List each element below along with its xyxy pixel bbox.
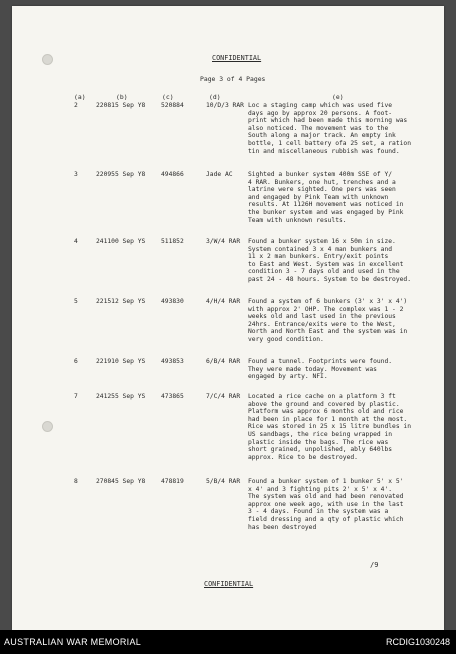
- entry-datetime: 220815 Sep Y8: [96, 102, 146, 109]
- entry-unit: Jade AC: [206, 171, 233, 178]
- entry-datetime: 221512 Sep YS: [96, 298, 146, 305]
- entry-number: 8: [74, 478, 78, 485]
- classification-header: CONFIDENTIAL: [212, 54, 262, 62]
- entry-description-line: Found a system of 6 bunkers (3' x 3' x 4'): [248, 298, 408, 305]
- entry-grid-ref: 493830: [161, 298, 184, 305]
- entry-description-line: South along a major track. An empty ink: [248, 132, 396, 140]
- entry-unit: 6/B/4 RAR: [206, 358, 241, 365]
- entry-description-line: Platform was approx 6 months old and rice: [248, 408, 404, 416]
- entry-description-line: They were made today. Movement was: [248, 365, 377, 373]
- classification-footer: CONFIDENTIAL: [204, 580, 254, 588]
- column-header-b: (b): [116, 93, 128, 101]
- entry-description-line: US sandbags, the rice being wrapped in: [248, 431, 393, 438]
- entry-description-line: the bunker system and was engaged by Pink: [248, 209, 404, 216]
- entry-description-line: plastic inside the bags. The rice was: [248, 438, 389, 446]
- entry-description-line: also noticed. The movement was to the: [248, 124, 389, 132]
- entry-description-line: bottle, 1 cell battery ofa 25 set, a ration: [248, 140, 412, 147]
- entry-description-line: Team with unknown results.: [248, 216, 347, 224]
- entry-number: 7: [74, 393, 78, 400]
- entry-number: 2: [74, 102, 78, 109]
- entry-description-line: had been in place for 1 month at the most.: [248, 415, 408, 423]
- entry-description-line: to East and West. System was in excellent: [248, 260, 404, 268]
- entry-description-line: with approx 2' OHP. The complex was 1 - 2: [248, 305, 404, 313]
- entry-description-line: past 24 - 48 hours. System to be destroyed.: [248, 276, 412, 283]
- entry-description-line: results. At 1126H movement was noticed in: [248, 201, 404, 209]
- archive-footer-bar: [0, 630, 456, 654]
- entry-description-line: 11 x 2 man bunkers. Entry/exit points: [248, 253, 389, 261]
- entry-description-line: Loc a staging camp which was used five: [248, 102, 393, 109]
- entry-description-line: North and North East and the system was in: [248, 328, 408, 336]
- entry-description-line: Found a tunnel. Footprints were found.: [248, 358, 393, 365]
- entry-description-line: approx one week ago, with use in the last: [248, 500, 404, 508]
- entry-number: 5: [74, 298, 78, 305]
- entry-description-line: The system was old and had been renovated: [248, 493, 404, 501]
- entry-description-line: x 4' and 3 fighting pits 2' x 5' x 4'.: [248, 485, 393, 493]
- entry-description-line: weeks old and last used in the previous: [248, 313, 396, 321]
- entry-datetime: 220955 Sep Y8: [96, 171, 146, 178]
- entry-datetime: 241100 Sep YS: [96, 238, 146, 245]
- entry-unit: 7/C/4 RAR: [206, 393, 241, 400]
- entry-description-line: condition 3 - 7 days old and used in the: [248, 268, 400, 276]
- entry-description-line: days ago by approx 20 persons. A foot-: [248, 109, 393, 117]
- column-header-e: (e): [332, 93, 344, 101]
- entry-grid-ref: 478819: [161, 478, 184, 485]
- entry-grid-ref: 511852: [161, 238, 184, 245]
- punch-hole: [42, 54, 53, 65]
- column-header-d: (d): [209, 93, 221, 101]
- entry-datetime: 221910 Sep YS: [96, 358, 146, 365]
- entry-datetime: 241255 Sep YS: [96, 393, 146, 400]
- entry-description-line: and engaged by Pink Team with unknown: [248, 193, 389, 201]
- entry-description-line: 24hrs. Entrance/exits were to the West,: [248, 320, 396, 328]
- entry-description-line: very good condition.: [248, 336, 324, 343]
- entry-description-line: Found a bunker system of 1 bunker 5' x 5': [248, 478, 404, 485]
- entry-description-line: Located a rice cache on a platform 3 ft: [248, 393, 396, 400]
- entry-description-line: field dressing and a qty of plastic which: [248, 516, 404, 523]
- document-page: [12, 6, 444, 630]
- column-header-c: (c): [162, 93, 174, 101]
- entry-description-line: tin and miscellaneous rubbish was found.: [248, 147, 400, 155]
- entry-description-line: 3 - 4 days. Found in the system was a: [248, 508, 389, 516]
- entry-grid-ref: 493853: [161, 358, 184, 365]
- entry-description-line: Rice was stored in 25 x 15 litre bundles in: [248, 423, 412, 431]
- entry-number: 4: [74, 238, 78, 245]
- entry-unit: 4/H/4 RAR: [206, 298, 241, 305]
- entry-grid-ref: 494866: [161, 171, 184, 178]
- entry-unit: 5/B/4 RAR: [206, 478, 241, 485]
- entry-description-line: has been destroyed: [248, 523, 317, 531]
- entry-grid-ref: 520884: [161, 102, 184, 109]
- entry-unit: 10/D/3 RAR: [206, 102, 244, 109]
- entry-description-line: engaged by arty. NFI.: [248, 373, 328, 381]
- entry-description-line: 4 RAR. Bunkers, one hut, trenches and a: [248, 178, 396, 186]
- entry-description-line: latrine were sighted. One pers was seen: [248, 186, 396, 194]
- archive-name: AUSTRALIAN WAR MEMORIAL: [4, 637, 142, 647]
- entry-description-line: Found a bunker system 16 x 50m in size.: [248, 238, 396, 245]
- entry-description-line: Sighted a bunker system 400m SSE of Y/: [248, 171, 393, 178]
- entry-description-line: short grained, unpolished, ably 640lbs: [248, 446, 393, 454]
- column-header-a: (a): [74, 93, 86, 101]
- entry-number: 6: [74, 358, 78, 365]
- entry-description-line: approx. Rice to be destroyed.: [248, 453, 358, 461]
- punch-hole: [42, 421, 53, 432]
- entry-description-line: System contained 3 x 4 man bunkers and: [248, 245, 393, 253]
- entry-unit: 3/W/4 RAR: [206, 238, 241, 245]
- entry-description-line: print which had been made this morning was: [248, 117, 408, 125]
- archive-record-id: RCDIG1030248: [385, 637, 450, 647]
- entry-datetime: 270845 Sep Y8: [96, 478, 146, 485]
- page-label: Page 3 of 4 Pages: [200, 75, 266, 83]
- entry-grid-ref: 473865: [161, 393, 184, 400]
- entry-description-line: above the ground and covered by plastic.: [248, 400, 400, 408]
- page-continuation-note: /9: [370, 561, 379, 569]
- entry-number: 3: [74, 171, 78, 178]
